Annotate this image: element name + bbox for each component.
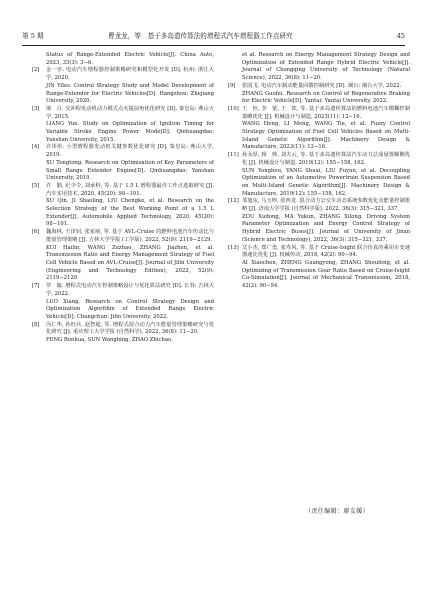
reference-entry: [228, 52, 410, 83]
reference-number: [8]: [32, 321, 40, 328]
reference-number: [6]: [32, 229, 40, 236]
reference-column-right: [228, 52, 410, 291]
reference-number: [9]: [228, 82, 236, 89]
reference-text: LIANG Yue. Study on Optimization of Ignition Timing for Variable Stroke Engine Power Mode[D]. Qinhuangdao: Yanshan University, 2015.: [46, 121, 214, 143]
reference-text: XU Qin, JI Shaoling, LIU Chengke, et al. Research on the Selection Strategy of the Best Working Point of a 1.5 L Extender[J]. Automobile Applied Technology, 2020, 45(20): 98−101.: [46, 198, 214, 228]
page-number: 45: [396, 32, 405, 40]
reference-entry: [32, 322, 214, 345]
running-title: 曹龙龙，等 基于多岛遗传算法的增程式汽车增程器工作点研究: [108, 32, 293, 40]
reference-number: [2]: [32, 67, 40, 74]
reference-number: [7]: [32, 283, 40, 290]
reference-text: et al. Research on Energy Management Strategy Design and Optimization of Extended Range Hybrid Electric Vehicle[J]. Journal of Chongqing University of Technology (Natural Science), 2022, 36(8): 11−20.: [242, 52, 410, 82]
reference-number: [12]: [228, 198, 239, 205]
reference-entry: [32, 106, 214, 145]
reference-text: SUN Yonghou, YANG Shuai, LIU Fuyun, et al. Decoupling Optimization of an Automotive Powertrain Suspension Based on Multi-Island Genetic Algorithm[J]. Machinery Design & Manufacture, 2019(12): 155−158, 162.: [242, 167, 410, 197]
reference-text: 张国飞. 电动汽车制动能量回馈控制研究 [D]. 烟台: 烟台大学, 2022.: [242, 82, 402, 89]
reference-number: [11]: [228, 152, 239, 159]
reference-number: [10]: [228, 105, 239, 112]
reference-number: [4]: [32, 144, 40, 151]
reference-entry: [228, 83, 410, 106]
reference-entry: [228, 106, 410, 152]
issue-number: 第 5 期: [22, 32, 44, 40]
reference-entry: [32, 183, 214, 229]
reference-entry: [32, 144, 214, 183]
reference-text: ZHANG Guofei. Research on Control of Regenerative Braking for Electric Vehicle[D]. Yantai: Yantai University, 2022.: [242, 90, 410, 105]
reference-text: 孙永厚, 杨 帅, 刘夫云, 等. 基于多岛遗传算法汽车动力总成悬置解耦优化 [J]. 机械设计与制造, 2019(12): 155−158, 162.: [242, 152, 410, 166]
reference-text: LUO Xiang. Research on Control Strategy Design and Optimization Algorithm of Extended Range Electric Vehicle[D]. Changchun: Jilin University, 2022.: [46, 298, 214, 320]
reference-text: 许彤彤. 小型增程器发动机关键参数优化研究 [D]. 秦皇岛: 燕山大学, 2019.: [46, 144, 214, 159]
header-rule: [22, 45, 405, 46]
reference-entry: [228, 198, 410, 244]
reference-entry: [228, 152, 410, 198]
reference-text: XU Tongtong. Research on Optimization of Key Parameters of Small Range Extender Engine[D]. Qinhuangdao: Yanshan University, 2019.: [46, 159, 214, 182]
reference-text: 冯仁华, 孙旺兵, 赵智超, 等. 增程式混合动力汽车能量管理策略研究与优化研究 [J]. 重庆理工大学学报 (自然科学), 2022, 36(8): 11−20.: [46, 321, 214, 336]
reference-text: FENG Renhua, SUN Wangbing, ZHAO Zhichao,: [46, 337, 173, 344]
reference-text: Status of Range-Extended Electric Vehicle[J]. China Auto, 2023, 33(3): 3−6.: [46, 52, 214, 66]
reference-entry: [32, 67, 214, 106]
reference-text: ZOU Xudong, MA Yukun, ZHANG Xilong. Driving System Parameter Optimization and Energy Control Strategy of Hybrid Electric Buses[J]. Journal of University of Jinan (Science and Technology), 2022, 36(3): 315−321, 337.: [242, 213, 410, 243]
reference-text: KUI Hailin, WANG Zezhao, ZHANG Jiazhen, et al. Transmission Ratio and Energy Management Strategy of Fuel Cell Vehicle Based on AVL-Cruise[J]. Journal of Jilin University (Engineering and Technology Edition), 2022, 52(9): 2119−2129.: [46, 244, 214, 282]
reference-text: 许 勤, 纪少令, 刘承科, 等. 基于 1.5 L 增程器最佳工作点选取研究 [J]. 汽车实用技术, 2020, 45(20): 98−101.: [46, 182, 214, 197]
reference-text: 艾小杰, 郑广勇, 张寿风, 等. 基于 Cruise-Isight 联合仿真的乘用车变速器速比优化 [J]. 机械传动, 2018, 42(2): 90−94.: [242, 244, 410, 259]
reference-text: 邹旭东, 马玉坤, 张西龙. 混合动力公交车动态系统参数优化及能量控制策略 [J]. 济南大学学报 (自然科学版), 2022, 36(3): 315−321, 337.: [242, 198, 410, 213]
reference-text: 魏海林, 王泽钊, 张家祯, 等. 基于 AVL-Cruise 的燃料电池汽车传动比与能量管理策略 [J]. 吉林大学学报 (工学版), 2022, 52(9): 2119−2129.: [46, 229, 214, 243]
reference-text: 金一亭. 电动汽车增程器控制策略研究和模型化开发 [D]. 杭州: 浙江大学, 2020.: [46, 67, 214, 82]
reference-text: WANG Heng, LI Meng, WANG Tie, et al. Fuzzy Control Strategy Optimization of Fuel Cell Vehicles Based on Multi-Island Genetic Algorithm[J]. Machinery Design & Manufacture, 2023(11): 12−16.: [242, 121, 410, 151]
reference-column-left: [32, 52, 214, 345]
reference-text: 罗 璇. 增程式电动汽车控制策略设计与优化算法研究 [D]. 长春: 吉林大学, 2022.: [46, 283, 214, 297]
reference-text: AI Xiaochen, ZHENG Guangyong, ZHANG Shoufeng, et al. Optimizing of Transmission Gear Ratio Based on Cruise-Isight Co-Simulation[J]. Journal of Mechanical Transmission, 2018, 42(2): 90−94.: [242, 259, 410, 290]
editor-note: （责任编辑：廖友媛）: [305, 508, 370, 515]
reference-number: [13]: [228, 244, 239, 251]
reference-number: [5]: [32, 182, 40, 189]
reference-entry: [32, 229, 214, 283]
reference-number: [3]: [32, 105, 40, 112]
reference-entry: [32, 52, 214, 67]
reference-entry: [228, 245, 410, 291]
reference-text: 王 恒, 李 蒙, 王 铁, 等. 基于多岛遗传算法的燃料电池汽车模糊控制策略优化 [J]. 机械设计与制造, 2023(11): 12−16.: [242, 105, 410, 120]
reference-text: JIN Yiles. Control Strategy Study and Model Development of Range-Extender for Electric Vehicles[D]. Hangzhou: Zhejiang University, 2020.: [46, 82, 214, 105]
reference-entry: [32, 283, 214, 322]
reference-text: 梁 月. 交冲程发动机动力模式点火提前角优化研究 [D]. 秦皇岛: 燕山大学, 2015.: [46, 105, 214, 120]
